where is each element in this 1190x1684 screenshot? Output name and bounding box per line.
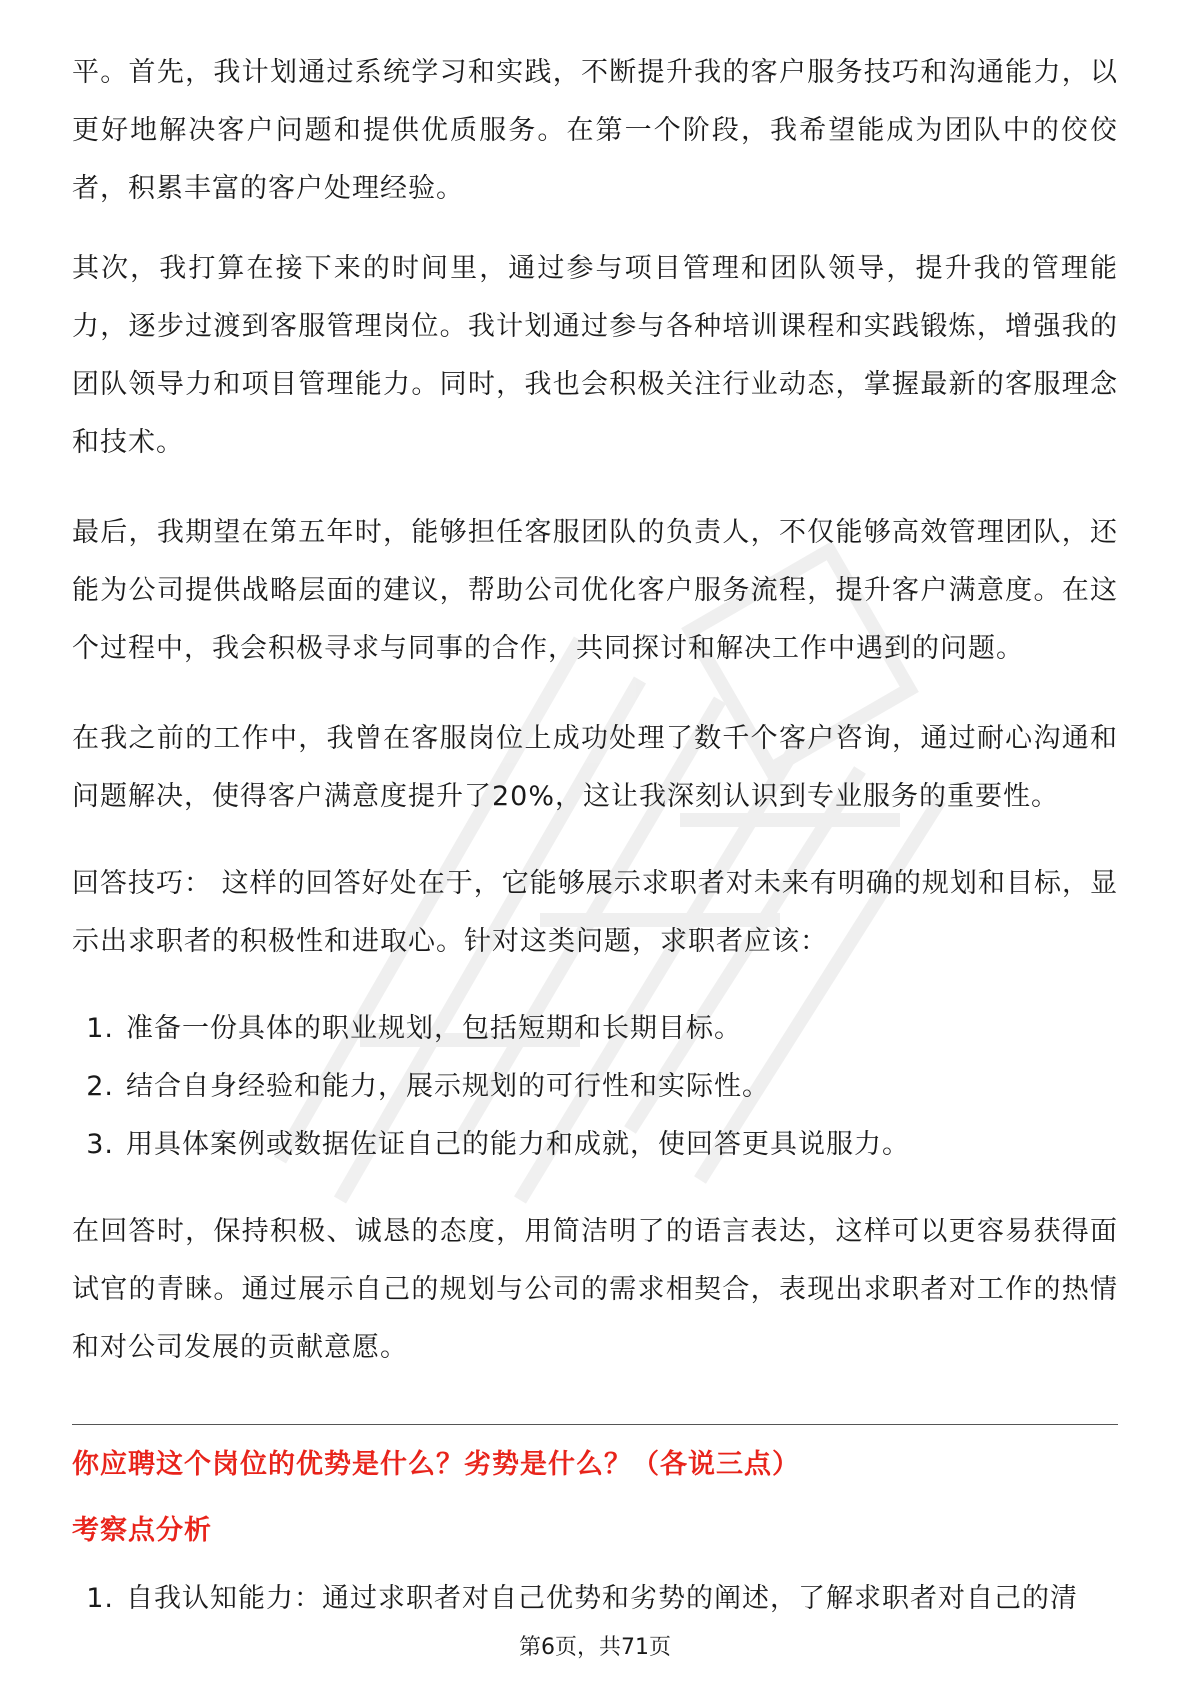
list-item-text: 结合自身经验和能力，展示规划的可行性和实际性。 — [126, 1071, 770, 1102]
list-number: 2. — [86, 1071, 114, 1102]
list-item — [72, 1116, 1118, 1174]
document-page — [72, 0, 1118, 1684]
list-number: 1. — [86, 1583, 114, 1614]
list-item-text: 自我认知能力：通过求职者对自己优势和劣势的阐述，了解求职者对自己的清 — [126, 1583, 1078, 1614]
page-footer: 第6页，共71页 — [519, 1635, 671, 1660]
section-divider — [72, 1424, 1118, 1425]
list-item — [72, 1570, 1118, 1628]
paragraph-plan-final-stage: 最后，我期望在第五年时，能够担任客服团队的负责人，不仅能够高效管理团队，还能为公司提供战略层面的建议，帮助公司优化客户服务流程，提升客户满意度。在这个过程中，我会积极寻求与同事的合作，共同探讨和解决工作中遇到的问题。 — [72, 517, 1118, 664]
paragraph-past-experience: 在我之前的工作中，我曾在客服岗位上成功处理了数千个客户咨询，通过耐心沟通和问题解决，使得客户满意度提升了20%，这让我深刻认识到专业服务的重要性。 — [72, 723, 1118, 812]
list-number: 1. — [86, 1013, 114, 1044]
list-item-text: 准备一份具体的职业规划，包括短期和长期目标。 — [126, 1013, 742, 1044]
list-item-text: 用具体案例或数据佐证自己的能力和成就，使回答更具说服力。 — [126, 1129, 910, 1160]
question-title: 你应聘这个岗位的优势是什么？劣势是什么？（各说三点） — [72, 1449, 800, 1480]
paragraph-answer-tips: 回答技巧： 这样的回答好处在于，它能够展示求职者对未来有明确的规划和目标，显示出求职者的积极性和进取心。针对这类问题，求职者应该： — [72, 868, 1118, 957]
list-item — [72, 1000, 1118, 1058]
analysis-list — [72, 1570, 1118, 1628]
paragraph-plan-first-stage: 平。首先，我计划通过系统学习和实践，不断提升我的客户服务技巧和沟通能力，以更好地解决客户问题和提供优质服务。在第一个阶段，我希望能成为团队中的佼佼者，积累丰富的客户处理经验。 — [72, 57, 1118, 204]
tips-list — [72, 1000, 1118, 1174]
paragraph-plan-second-stage: 其次，我打算在接下来的时间里，通过参与项目管理和团队领导，提升我的管理能力，逐步过渡到客服管理岗位。我计划通过参与各种培训课程和实践锻炼，增强我的团队领导力和项目管理能力。同时，我也会积极关注行业动态，掌握最新的客服理念和技术。 — [72, 253, 1118, 458]
question-subtitle: 考察点分析 — [72, 1515, 212, 1546]
list-item — [72, 1058, 1118, 1116]
list-number: 3. — [86, 1129, 114, 1160]
paragraph-closing-advice: 在回答时，保持积极、诚恳的态度，用简洁明了的语言表达，这样可以更容易获得面试官的青睐。通过展示自己的规划与公司的需求相契合，表现出求职者对工作的热情和对公司发展的贡献意愿。 — [72, 1216, 1118, 1363]
